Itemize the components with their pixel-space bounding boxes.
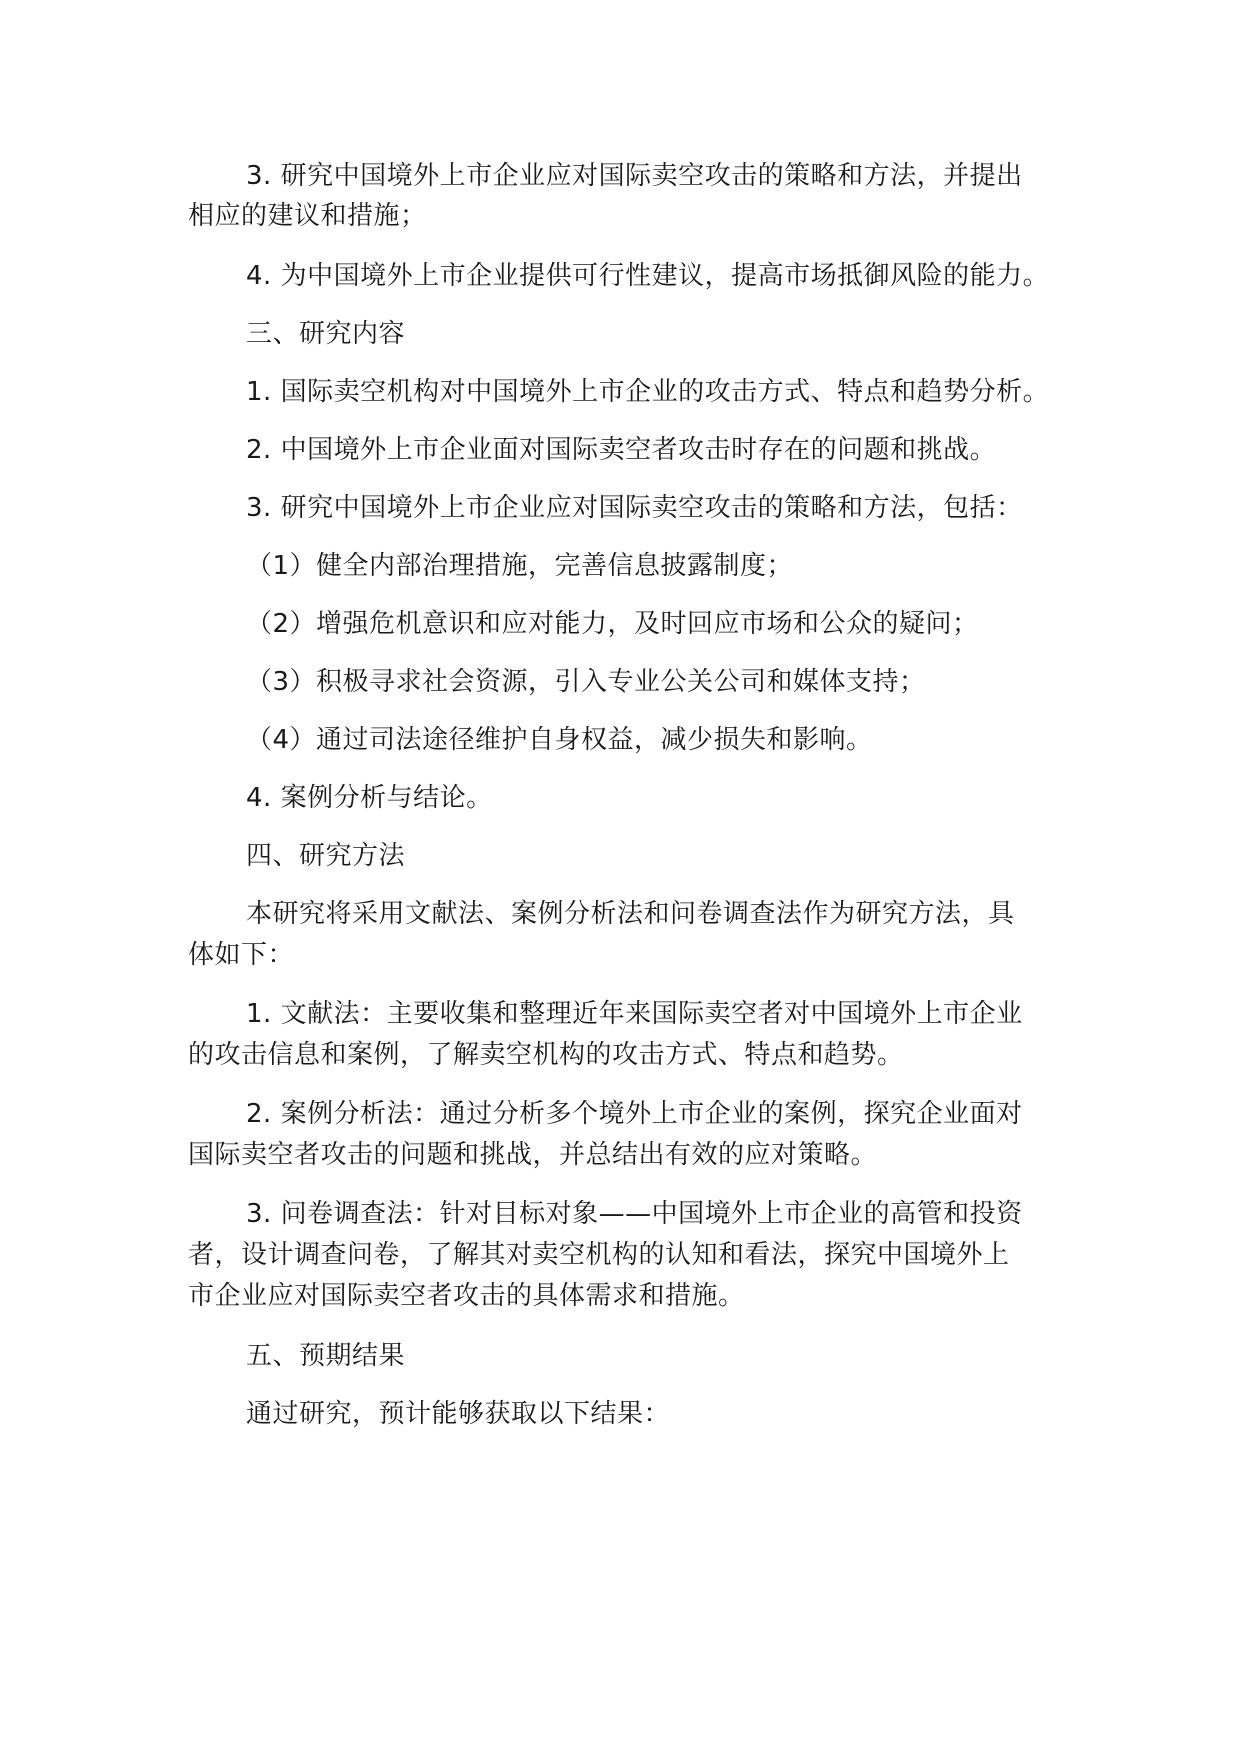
list-item: （2）增强危机意识和应对能力，及时回应市场和公众的疑问； [246,609,979,639]
section-heading: 三、研究内容 [246,319,406,349]
paragraph-line: 3. 问卷调查法：针对目标对象——中国境外上市企业的高管和投资 [246,1199,1023,1229]
paragraph-line: 体如下： [188,940,295,970]
paragraph-line: 通过研究，预计能够获取以下结果： [246,1399,671,1429]
paragraph-line: 相应的建议和措施； [188,201,427,231]
list-item: 2. 中国境外上市企业面对国际卖空者攻击时存在的问题和挑战。 [246,435,997,465]
paragraph-line: 者，设计调查问卷，了解其对卖空机构的认知和看法，探究中国境外上 [188,1240,1010,1270]
list-item: 1. 国际卖空机构对中国境外上市企业的攻击方式、特点和趋势分析。 [246,377,1050,407]
paragraph-line: 市企业应对国际卖空者攻击的具体需求和措施。 [188,1281,745,1311]
paragraph-line: 本研究将采用文献法、案例分析法和问卷调查法作为研究方法，具 [246,899,1015,929]
paragraph-line: 1. 文献法：主要收集和整理近年来国际卖空者对中国境外上市企业 [246,999,1023,1029]
paragraph-line: 4. 为中国境外上市企业提供可行性建议，提高市场抵御风险的能力。 [246,261,1050,291]
list-item: 4. 案例分析与结论。 [246,783,493,813]
paragraph-line: 的攻击信息和案例，了解卖空机构的攻击方式、特点和趋势。 [188,1040,904,1070]
list-item: 3. 研究中国境外上市企业应对国际卖空攻击的策略和方法，包括： [246,493,1023,523]
paragraph-line: 2. 案例分析法：通过分析多个境外上市企业的案例，探究企业面对 [246,1099,1023,1129]
section-heading: 四、研究方法 [246,841,406,871]
list-item: （4）通过司法途径维护自身权益，减少损失和影响。 [246,725,873,755]
list-item: （3）积极寻求社会资源，引入专业公关公司和媒体支持； [246,667,926,697]
paragraph-line: 3. 研究中国境外上市企业应对国际卖空攻击的策略和方法，并提出 [246,161,1023,191]
list-item: （1）健全内部治理措施，完善信息披露制度； [246,551,794,581]
paragraph-line: 国际卖空者攻击的问题和挑战，并总结出有效的应对策略。 [188,1140,878,1170]
section-heading: 五、预期结果 [246,1341,406,1371]
